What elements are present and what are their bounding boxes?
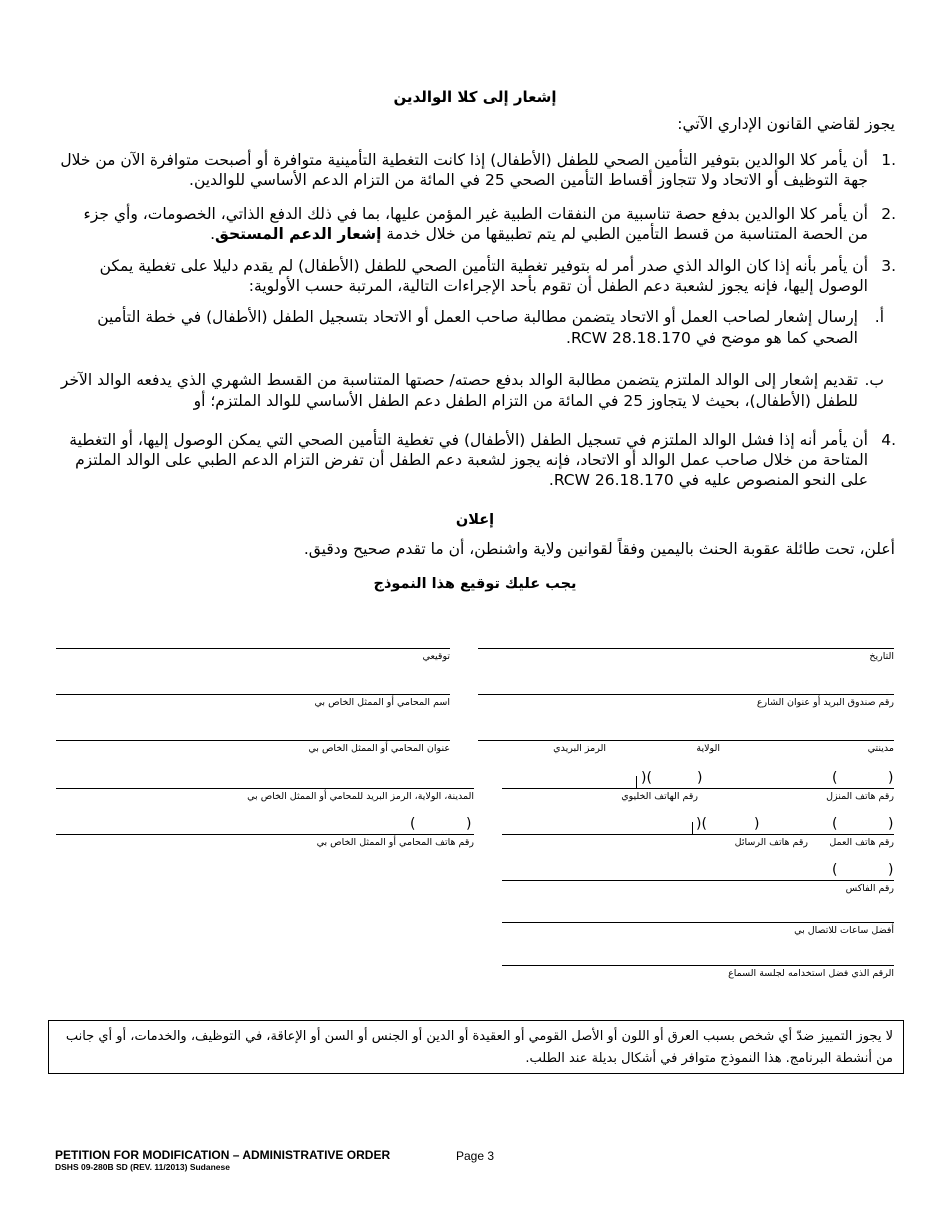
- fax-field[interactable]: [502, 880, 894, 881]
- item-text: أن يأمر أنه إذا فشل الوالد الملتزم في تسجيل الطفل (الأطفال) في تغطية التأمين الصحي التي يمكن الوصول إليها، أو التغطية المتاحة من خلال صاحب عمل الوالد أو الاتحاد، فإنه يجوز لشعبة دعم الطفل أن تفرض التزام الدعم الطبي على الوالد الملتزم على النحو المنصوص عليه في RCW 26.18.170.: [69, 431, 868, 489]
- footer-form-code: DSHS 09-280B SD (REV. 11/2013) Sudanese: [55, 1162, 230, 1172]
- message-phone-paren-close: ): [754, 816, 760, 832]
- cell-phone-paren-open: )(: [641, 770, 652, 786]
- item-text: أن يأمر كلا الوالدين بدفع حصة تناسبية من النفقات الطبية غير المؤمن عليها، بما في ذلك الدفع الذاتي، الخصومات، وأي جزء من الحصة المتناسبة من قسط التأمين الطبي لم يتم تطبيقها من خلال خدمة: [83, 205, 868, 243]
- item-number: 3.: [881, 257, 896, 275]
- sub-item-text: تقديم إشعار إلى الوالد الملتزم يتضمن مطالبة الوالد بدفع حصته/ حصتها المتناسبة من القسط الشهري الذي يدفعه الوالد الآخر للطفل (الأطفال)، بحيث لا يتجاوز 25 في المائة من التزام الطفل دعم الطفل الأساسي للوالد الملتزم؛ أو: [60, 371, 858, 410]
- best-hours-label: أفضل ساعات للاتصال بي: [794, 925, 894, 936]
- phone-divider: [692, 822, 694, 834]
- declaration-text: أعلن، تحت طائلة عقوبة الحنث باليمين وفقاً لقوانين ولاية واشنطن، أن ما تقدم صحيح ودقيق.: [303, 540, 895, 558]
- phone-divider: [636, 776, 638, 788]
- item-text-end: .: [210, 225, 216, 243]
- list-item: [60, 256, 896, 296]
- must-sign-heading: يجب عليك توقيع هذا النموذج: [373, 576, 577, 592]
- date-label: التاريخ: [869, 651, 894, 662]
- intro-text: يجوز لقاضي القانون الإداري الآتي:: [677, 115, 895, 133]
- signature-label: توقيعي: [422, 651, 450, 662]
- phone-field-row-2[interactable]: [502, 834, 894, 835]
- declaration-title: إعلان: [455, 512, 495, 528]
- city-label: مدينتي: [867, 743, 894, 754]
- work-phone-label: رقم هاتف العمل: [829, 837, 894, 848]
- home-phone-label: رقم هاتف المنزل: [826, 791, 894, 802]
- signature-field[interactable]: [56, 648, 450, 649]
- street-address-label: رقم صندوق البريد أو عنوان الشارع: [756, 697, 894, 708]
- list-item: [60, 150, 896, 190]
- zip-label: الرمز البريدي: [553, 743, 606, 754]
- attorney-city-label: المدينة، الولاية، الرمز البريد للمحامي أو الممثل الخاص بي: [247, 791, 474, 802]
- non-discrimination-notice: لا يجوز التمييز ضدّ أي شخص بسبب العرق أو اللون أو الأصل القومي أو العقيدة أو الدين أو الجنس أو السن أو الإعاقة، في التوظيف، والخدمات، أو أي جانب من أنشطة البرنامج. هذا النموذج متوافر في أشكال بديلة عند الطلب.: [48, 1020, 904, 1074]
- attorney-name-label: اسم المحامي أو الممثل الخاص بي: [314, 697, 450, 708]
- cell-phone-paren-close: ): [697, 770, 703, 786]
- fax-paren-close: ): [888, 862, 894, 878]
- message-phone-paren-open: )(: [696, 816, 707, 832]
- footer-page-number: Page 3: [456, 1149, 495, 1163]
- sub-item-text: إرسال إشعار لصاحب العمل أو الاتحاد يتضمن مطالبة صاحب العمل أو الاتحاد بتسجيل الطفل (الأطفال) في خطة التأمين الصحي كما هو موضح في RCW 28.18.170.: [97, 308, 858, 347]
- page-title: إشعار إلى كلا الوالدين: [393, 88, 557, 106]
- state-label: الولاية: [696, 743, 720, 754]
- home-phone-paren-close: ): [888, 770, 894, 786]
- list-item: [60, 430, 896, 490]
- item-text-bold: إشعار الدعم المستحق: [215, 225, 382, 243]
- fax-label: رقم الفاكس: [845, 883, 894, 894]
- item-number: 4.: [881, 431, 896, 449]
- fax-paren-open: (: [832, 862, 838, 878]
- hearing-number-field[interactable]: [502, 965, 894, 966]
- work-phone-paren-open: (: [832, 816, 838, 832]
- work-phone-paren-close: ): [888, 816, 894, 832]
- date-field[interactable]: [478, 648, 894, 649]
- message-phone-label: رقم هاتف الرسائل: [734, 837, 808, 848]
- item-text: أن يأمر بأنه إذا كان الوالد الذي صدر أمر له بتوفير تغطية التأمين الصحي للطفل (الأطفال) لم يقدم دليلا على تغطية يمكن الوصول إليها، فإنه يجوز لشعبة دعم الطفل أن تقوم بأحد الإجراءات التالية، المرتبة حسب الأولوية:: [99, 257, 868, 295]
- attorney-name-field[interactable]: [56, 694, 450, 695]
- attorney-phone-paren-open: (: [410, 816, 416, 832]
- city-state-zip-field[interactable]: [478, 740, 894, 741]
- sub-item-letter: ب.: [864, 371, 884, 389]
- sub-item-letter: أ.: [874, 308, 884, 326]
- street-address-field[interactable]: [478, 694, 894, 695]
- attorney-phone-label: رقم هاتف المحامي أو الممثل الخاص بي: [316, 837, 474, 848]
- phone-field-row-1[interactable]: [502, 788, 894, 789]
- attorney-address-label: عنوان المحامي أو الممثل الخاص بي: [308, 743, 450, 754]
- list-item: [60, 204, 896, 244]
- item-number: 2.: [881, 205, 896, 223]
- cell-phone-label: رقم الهاتف الخليوي: [621, 791, 698, 802]
- attorney-address-field[interactable]: [56, 740, 450, 741]
- best-hours-field[interactable]: [502, 922, 894, 923]
- attorney-phone-field[interactable]: [56, 834, 474, 835]
- sub-list-item: [60, 307, 884, 349]
- hearing-number-label: الرقم الذي فضل استخدامه لجلسة السماع: [728, 968, 894, 979]
- footer-form-title: PETITION FOR MODIFICATION – ADMINISTRATIVE ORDER: [55, 1148, 391, 1162]
- item-text: أن يأمر كلا الوالدين بتوفير التأمين الصحي للطفل (الأطفال) إذا كانت التغطية التأمينية متوافرة أو أصبحت متوافرة الآن من خلال جهة التوظيف أو الاتحاد ولا تتجاوز أقساط التأمين الصحي 25 في المائة من التزام الدعم الأساسي للوالدين.: [60, 151, 868, 189]
- home-phone-paren-open: (: [832, 770, 838, 786]
- attorney-city-field[interactable]: [56, 788, 474, 789]
- sub-list-item: [60, 370, 884, 412]
- item-number: 1.: [881, 151, 896, 169]
- attorney-phone-paren-close: ): [466, 816, 472, 832]
